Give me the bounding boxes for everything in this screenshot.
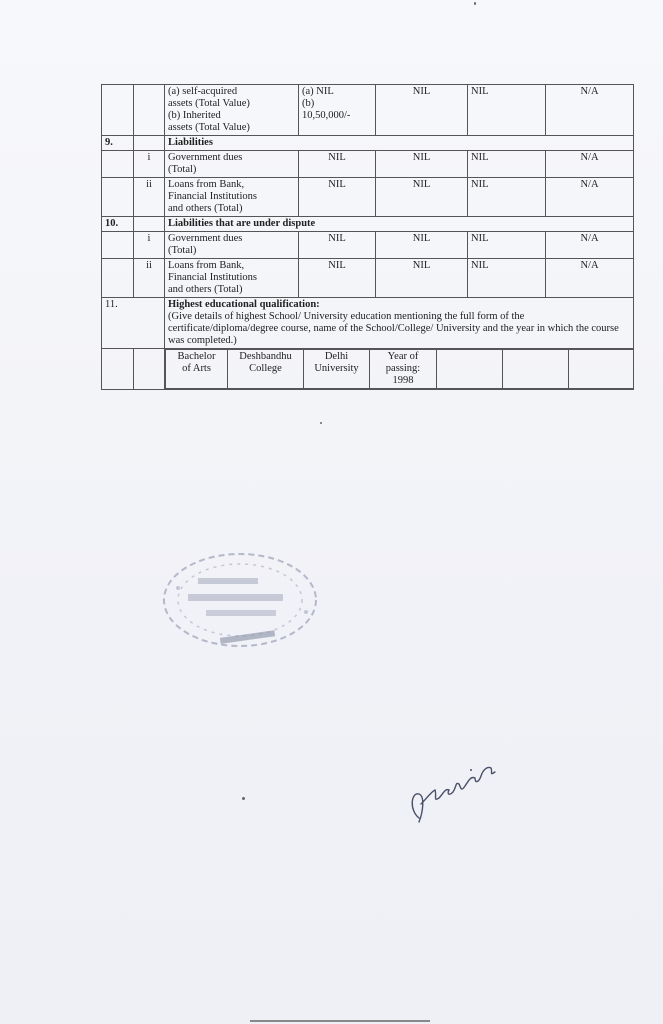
section-heading-row <box>102 136 634 151</box>
spouse-value-cell: NIL <box>376 259 468 298</box>
self-value-cell: NIL <box>299 178 376 217</box>
self-value-cell: NIL <box>299 259 376 298</box>
description-cell: (a) self-acquired assets (Total Value) (b) Inherited assets (Total Value) <box>165 85 299 136</box>
instruction-text: (Give details of highest School/ University education mentioning the full form of the certificate/diploma/degree course, name of the School/College/ University and the year in which the course was completed.) <box>168 311 619 346</box>
description-cell: Government dues (Total) <box>165 151 299 178</box>
empty-cell <box>503 350 569 389</box>
university-cell: Delhi University <box>304 350 370 389</box>
table-row <box>102 232 634 259</box>
notary-stamp <box>158 548 320 656</box>
table-row <box>102 259 634 298</box>
ink-dot <box>242 797 245 800</box>
ink-dot <box>320 422 322 424</box>
page-edge <box>250 1020 430 1022</box>
spouse-value-cell: NIL <box>376 151 468 178</box>
sub-number: ii <box>134 178 165 217</box>
ink-dot <box>474 2 476 5</box>
huf-value-cell: NIL <box>468 232 546 259</box>
dependents-value-cell: N/A <box>546 85 634 136</box>
sub-number: i <box>134 232 165 259</box>
self-value-cell: NIL <box>299 151 376 178</box>
table-row <box>102 151 634 178</box>
huf-value-cell: NIL <box>468 151 546 178</box>
section-number: 9. <box>102 136 134 151</box>
section-title: Liabilities that are under dispute <box>165 217 634 232</box>
sub-number: i <box>134 151 165 178</box>
section-title: Highest educational qualification: <box>168 299 320 310</box>
empty-cell <box>437 350 503 389</box>
qualification-row <box>102 349 634 390</box>
signature <box>405 752 505 832</box>
description-cell: Loans from Bank, Financial Institutions and others (Total) <box>165 259 299 298</box>
sr-cell <box>102 85 134 136</box>
section-number: 10. <box>102 217 134 232</box>
section-title: Liabilities <box>165 136 634 151</box>
self-value-cell: (a) NIL (b) 10,50,000/- <box>299 85 376 136</box>
qualification-details <box>165 349 634 390</box>
sub-number: ii <box>134 259 165 298</box>
empty-cell <box>569 350 634 389</box>
huf-value-cell: NIL <box>468 259 546 298</box>
sub-cell <box>134 85 165 136</box>
qualification-table <box>165 349 634 389</box>
section-heading-row <box>102 298 634 349</box>
college-cell: Deshbandhu College <box>228 350 304 389</box>
table-row <box>102 85 634 136</box>
spouse-value-cell: NIL <box>376 178 468 217</box>
dependents-value-cell: N/A <box>546 232 634 259</box>
spouse-value-cell: NIL <box>376 232 468 259</box>
dependents-value-cell: N/A <box>546 151 634 178</box>
description-cell: Loans from Bank, Financial Institutions and others (Total) <box>165 178 299 217</box>
section-heading-row <box>102 217 634 232</box>
assets-liabilities-table <box>101 84 634 390</box>
huf-value-cell: NIL <box>468 178 546 217</box>
self-value-cell: NIL <box>299 232 376 259</box>
degree-cell: Bachelor of Arts <box>166 350 228 389</box>
year-cell: Year of passing: 1998 <box>370 350 437 389</box>
dependents-value-cell: N/A <box>546 178 634 217</box>
spouse-value-cell: NIL <box>376 85 468 136</box>
dependents-value-cell: N/A <box>546 259 634 298</box>
huf-value-cell: NIL <box>468 85 546 136</box>
table-row <box>102 178 634 217</box>
description-cell: Government dues (Total) <box>165 232 299 259</box>
qualification-instructions <box>165 298 634 349</box>
section-number: 11. <box>102 298 165 349</box>
